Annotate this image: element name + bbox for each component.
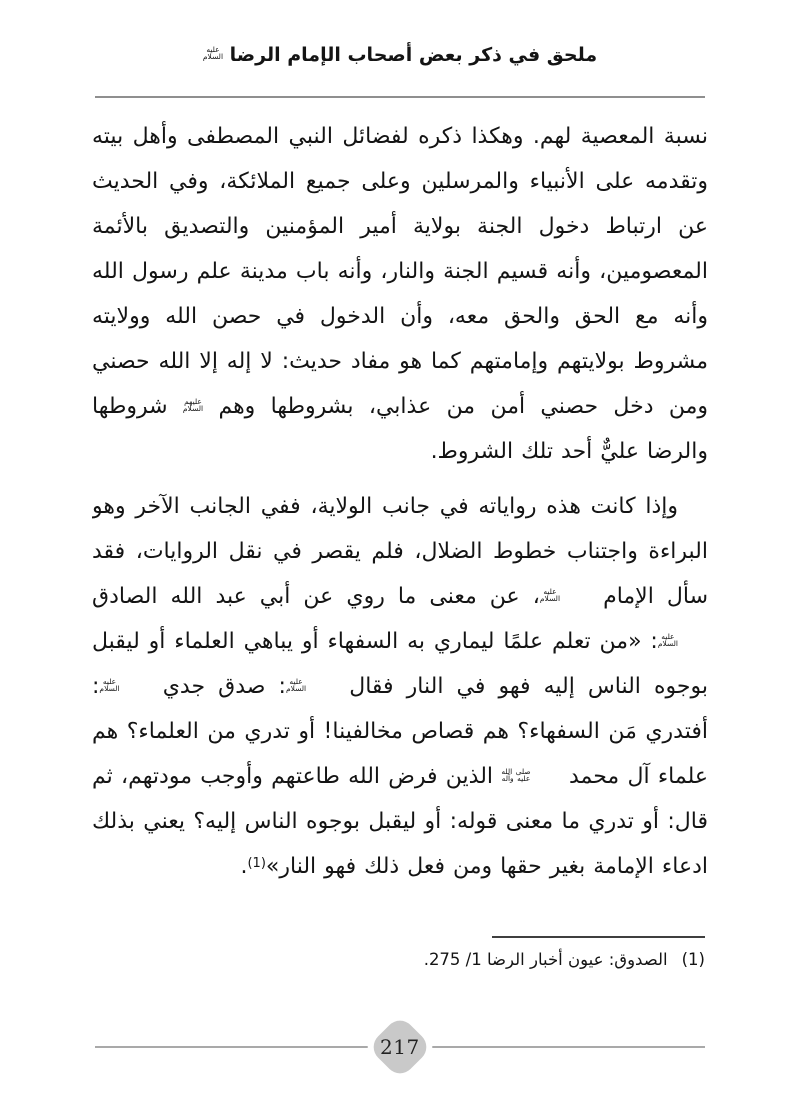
page-header — [95, 0, 705, 100]
footnote — [95, 947, 705, 973]
page-number-badge — [367, 1014, 432, 1079]
footnote-marker: (1) — [681, 949, 705, 969]
alayhis-salam-honorific: عليه السلام — [285, 677, 307, 693]
body-text — [92, 114, 708, 938]
page-number: 217 — [380, 1035, 420, 1059]
alayhis-salam-honorific: عليه السلام — [657, 632, 678, 648]
alayhis-salam-honorific: عليه السلام — [202, 45, 224, 61]
chapter-title-text: ملحق في ذكر بعض أصحاب الإمام الرضا — [229, 44, 598, 66]
alayhis-salam-honorific: عليه السلام — [99, 677, 120, 693]
alayhis-salam-honorific: عليه السلام — [539, 587, 561, 603]
footnote-divider — [492, 936, 705, 938]
footnote-reference: (1) — [247, 856, 266, 871]
salawat-honorific: صلى الله عليه وآله — [501, 767, 531, 783]
footnote-area — [95, 936, 705, 973]
paragraph: وإذا كانت هذه رواياته في جانب الولاية، ففي الجانب الآخر وهو البراءة واجتناب خطوط الضلال، فلم يقصر في نقل الروايات، فقد سأل الإمام عليه السلام ، عن معنى ما روي عن أبي عبد الله الصادق عليه السلام : «من تعلم علمًا ليماري به السفهاء أو يباهي العلماء أو ليقبل بوجوه الناس إليه فهو في النار فقال عليه السلام : صدق جدي عليه السلام : أفتدري مَن السفهاء؟ هم قصاص مخالفينا! أو تدري من العلماء؟ هم علماء آل محمد صلى الله عليه وآله الذين فرض الله طاعتهم وأوجب مودتهم، ثم قال: أو تدري ما معنى قوله: أو ليقبل بوجوه الناس إليه؟ يعني بذلك ادعاء الإمامة بغير حقها ومن فعل ذلك فهو النار»$^{(1)}$. — [92, 494, 708, 879]
paragraph: نسبة المعصية لهم. وهكذا ذكره لفضائل النبي المصطفى وأهل بيته وتقدمه على الأنبياء والمرسلين وعلى جميع الملائكة، وفي الحديث عن ارتباط دخول الجنة بولاية أمير المؤمنين والتصديق بالأئمة المعصومين، وأنه قسيم الجنة والنار، وأنه باب مدينة علم رسول الله وأنه مع الحق والحق معه، وأن الدخول في حصن الله وولايته مشروط بولايتهم وإمامتهم كما هو مفاد حديث: لا إله إلا الله حصني ومن دخل حصني أمن من عذابي، بشروطها وهم عليهم السلام شروطها والرضا عليٌّ أحد تلك الشروط. — [92, 124, 708, 464]
header-divider — [95, 96, 705, 98]
alayhim-as-salam-honorific: عليهم السلام — [182, 397, 204, 413]
chapter-title — [95, 0, 705, 66]
footnote-text: الصدوق: عيون أخبار الرضا 1/ 275. — [423, 949, 668, 969]
